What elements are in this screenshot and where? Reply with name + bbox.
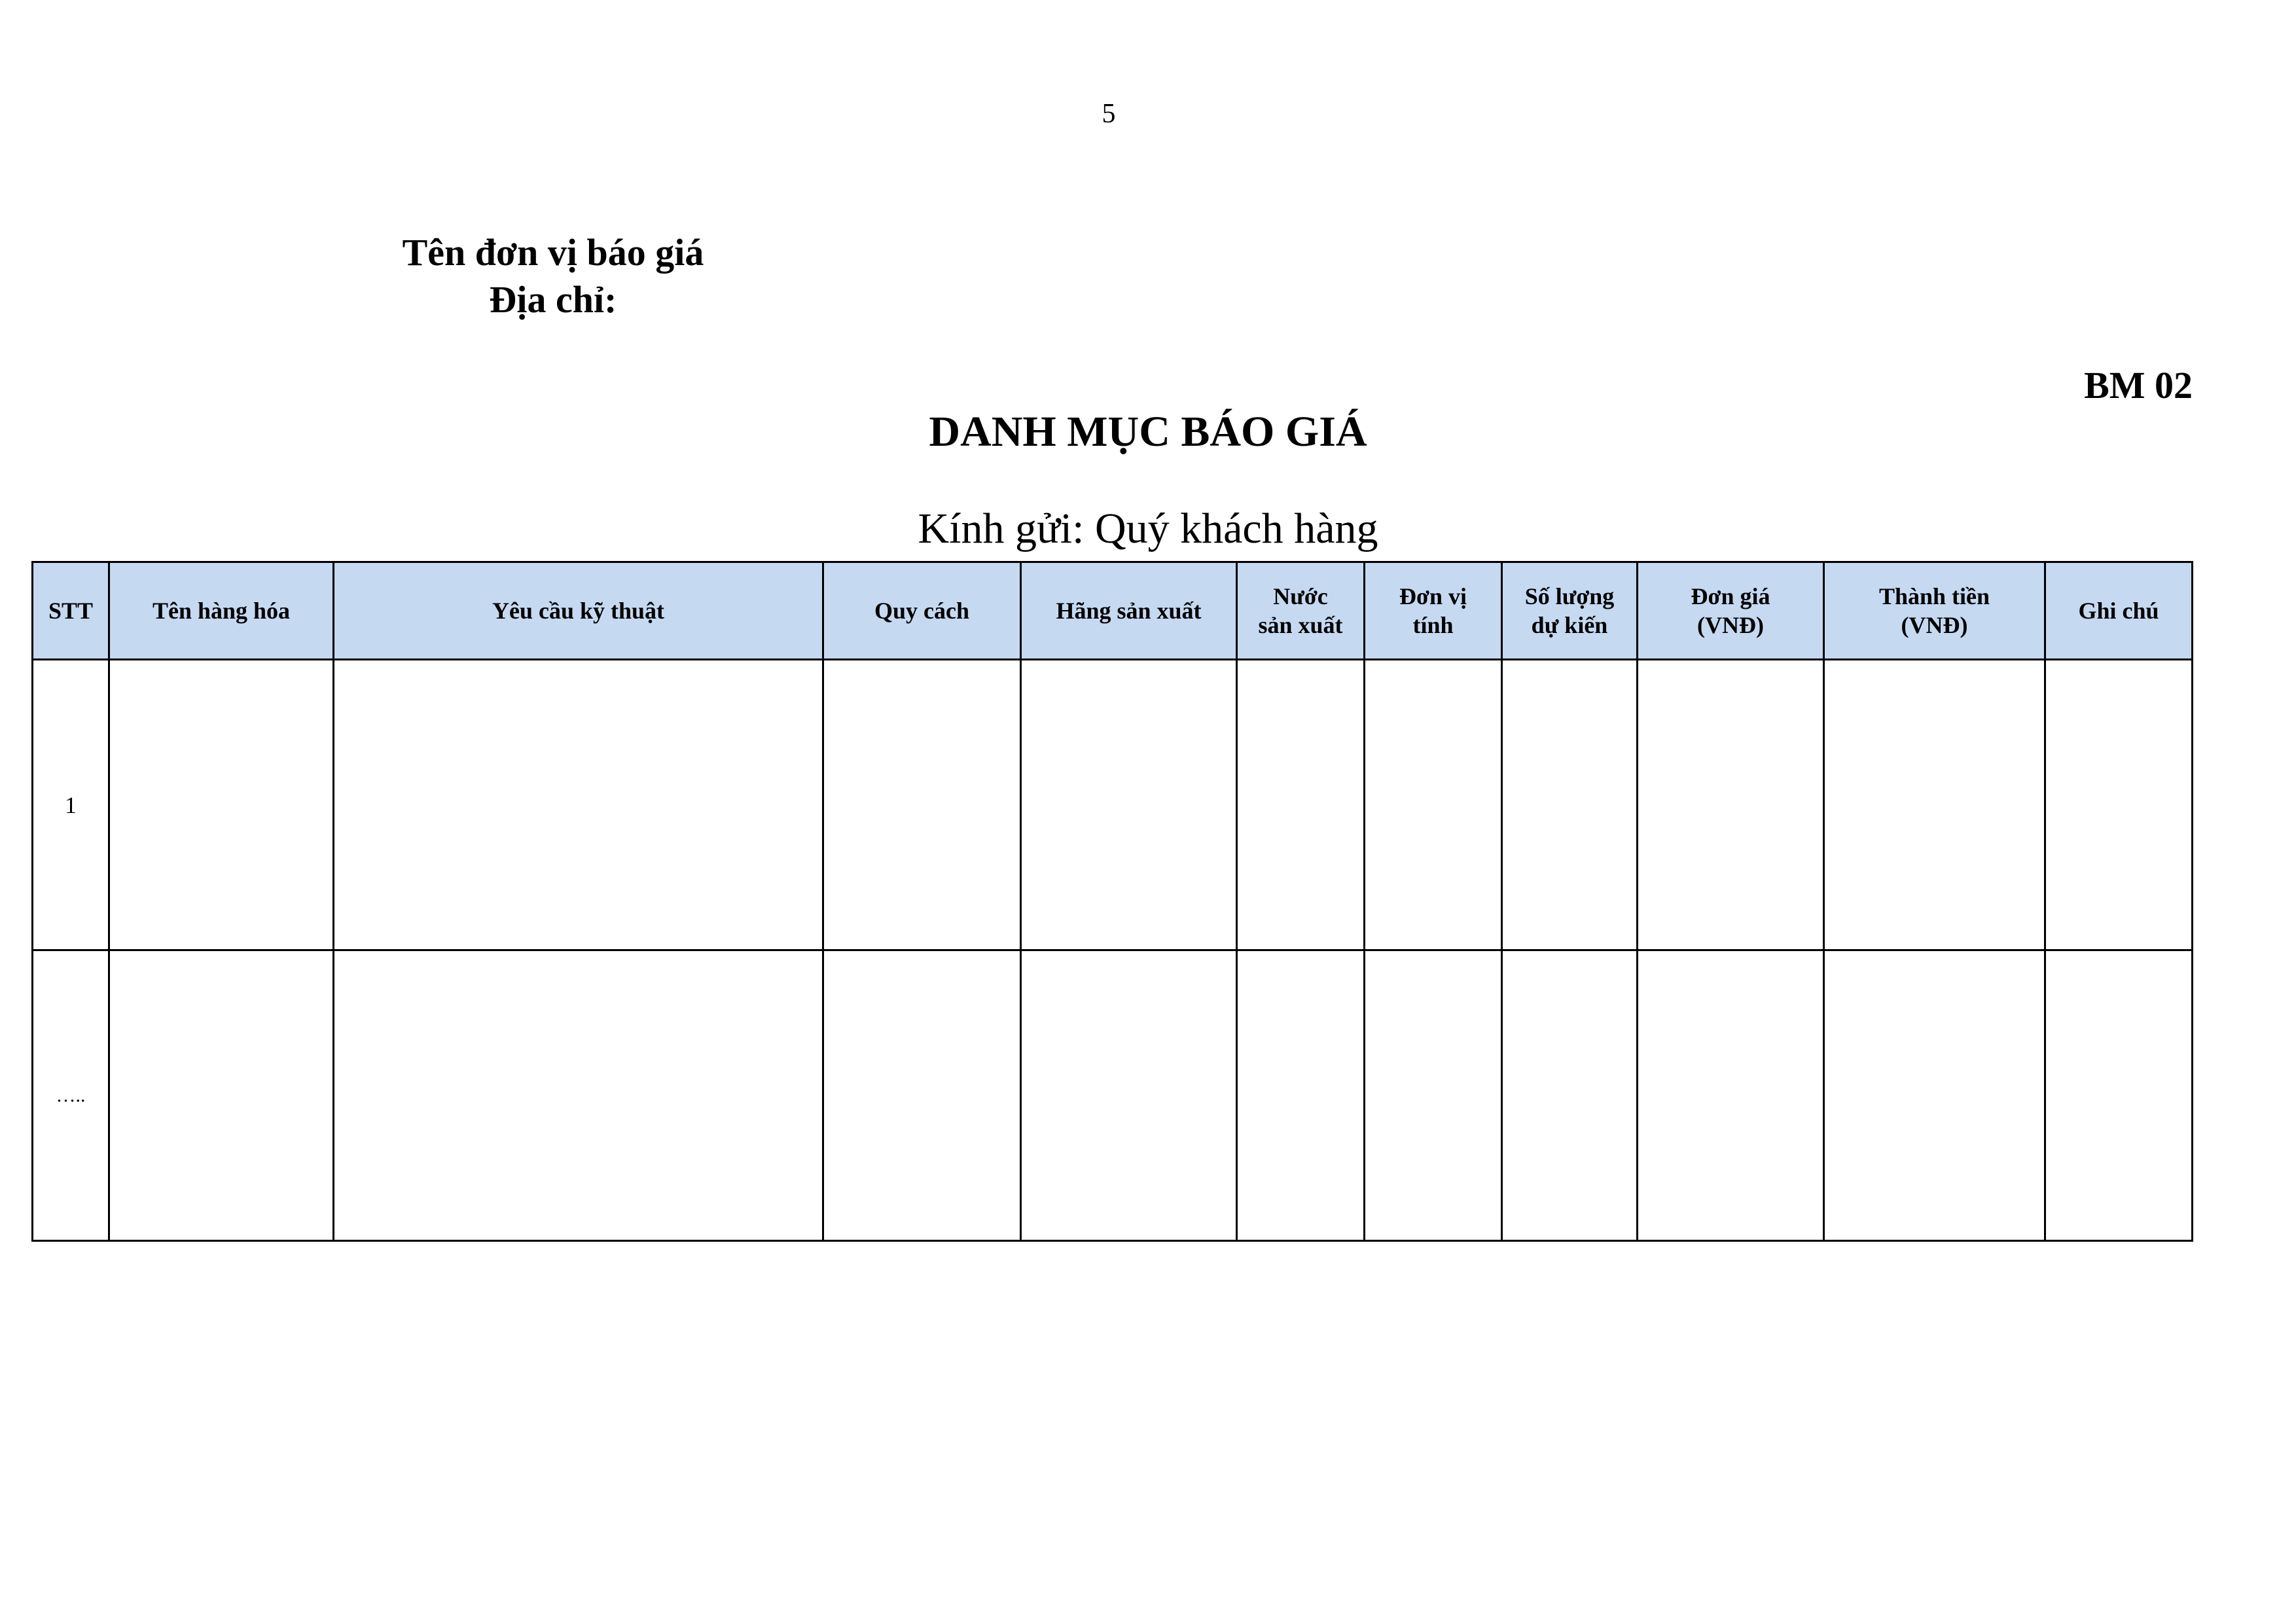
item-name-cell (109, 660, 334, 950)
quantity-cell (1502, 660, 1638, 950)
technical-requirements-cell (334, 660, 823, 950)
address-label: Địa chỉ: (489, 278, 617, 321)
org-name-label: Tên đơn vị báo giá (402, 231, 704, 274)
header-notes: Ghi chú (2045, 562, 2193, 660)
header-estimated-quantity: Số lượng dự kiến (1502, 562, 1638, 660)
header-unit-price: Đơn giá (VNĐ) (1638, 562, 1824, 660)
quantity-cell (1502, 950, 1638, 1241)
row-stt-cell: 1 (33, 660, 109, 950)
form-code: BM 02 (2084, 364, 2193, 406)
document-title: DANH MỤC BÁO GIÁ (929, 408, 1367, 456)
total-amount-cell (1824, 660, 2045, 950)
header-manufacturer: Hãng sản xuất (1021, 562, 1237, 660)
table-row (33, 660, 2193, 950)
unit-cell (1365, 660, 1502, 950)
specification-cell (823, 950, 1021, 1241)
header-specification: Quy cách (823, 562, 1021, 660)
total-amount-cell (1824, 950, 2045, 1241)
page-number: 5 (1102, 99, 1116, 129)
header-country-of-origin: Nước sản xuất (1237, 562, 1365, 660)
unit-cell (1365, 950, 1502, 1241)
quotation-table (31, 561, 2193, 1242)
country-cell (1237, 660, 1365, 950)
manufacturer-cell (1021, 660, 1237, 950)
header-unit: Đơn vị tính (1365, 562, 1502, 660)
table-row (33, 950, 2193, 1241)
specification-cell (823, 660, 1021, 950)
technical-requirements-cell (334, 950, 823, 1241)
unit-price-cell (1638, 660, 1824, 950)
header-technical-requirements: Yêu cầu kỹ thuật (334, 562, 823, 660)
header-stt: STT (33, 562, 109, 660)
org-info-block (367, 229, 740, 323)
notes-cell (2045, 950, 2193, 1241)
unit-price-cell (1638, 950, 1824, 1241)
table-header-row (33, 562, 2193, 660)
notes-cell (2045, 660, 2193, 950)
row-stt-cell: ….. (33, 950, 109, 1241)
manufacturer-cell (1021, 950, 1237, 1241)
item-name-cell (109, 950, 334, 1241)
greeting-line: Kính gửi: Quý khách hàng (918, 505, 1378, 552)
header-total-amount: Thành tiền (VNĐ) (1824, 562, 2045, 660)
country-cell (1237, 950, 1365, 1241)
header-item-name: Tên hàng hóa (109, 562, 334, 660)
